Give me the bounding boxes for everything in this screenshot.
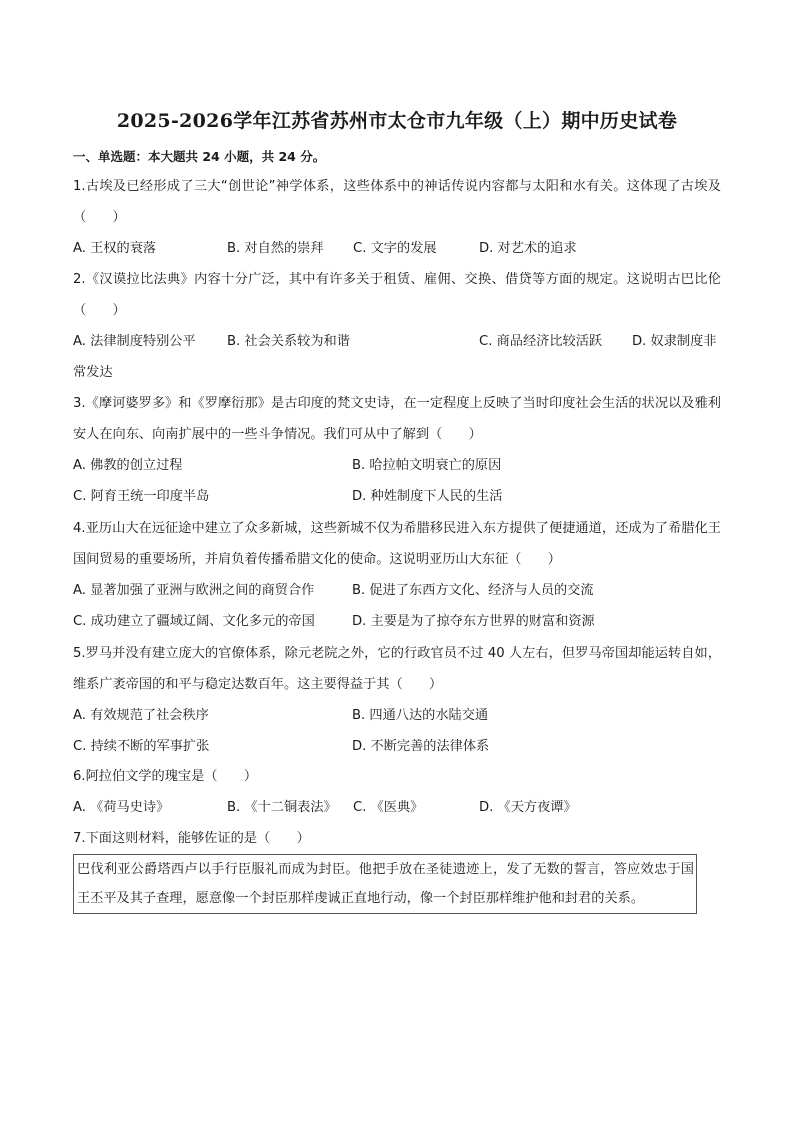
option-b[interactable]: B. 对自然的崇拜	[227, 241, 324, 256]
question-7	[73, 823, 721, 854]
option-a[interactable]: A. 显著加强了亚洲与欧洲之间的商贸合作	[73, 583, 315, 598]
option-b[interactable]: B. 四通八达的水陆交通	[352, 708, 489, 723]
option-c[interactable]: C. 《医典》	[353, 800, 424, 815]
option-d-continuation: 常发达	[73, 365, 113, 380]
option-c[interactable]: C. 持续不断的军事扩张	[73, 739, 210, 754]
question-stem: 6.阿拉伯文学的瑰宝是（ ）	[73, 769, 258, 784]
question-stem: 7.下面这则材料，能够佐证的是（ ）	[73, 831, 310, 846]
option-d[interactable]: D. 对艺术的追求	[479, 241, 577, 256]
option-d[interactable]: D. 《天方夜谭》	[479, 800, 577, 815]
option-d[interactable]: D. 主要是为了掠夺东方世界的财富和资源	[352, 614, 595, 629]
question-stem: 2.《汉谟拉比法典》内容十分广泛，其中有许多关于租赁、雇佣、交换、借贷等方面的规定。这说明古巴比伦（ ）	[73, 272, 721, 318]
section-heading: 一、单选题：本大题共 24 小题，共 24 分。	[73, 149, 326, 164]
option-d[interactable]: D. 种姓制度下人民的生活	[352, 489, 503, 504]
options-row	[73, 450, 721, 481]
options-row	[73, 481, 721, 512]
source-material-box: 巴伐利亚公爵塔西卢以手行臣服礼而成为封臣。他把手放在圣徒遗迹上，发了无数的誓言，答应效忠于国王丕平及其子查理，愿意像一个封臣那样虔诚正直地行动，像一个封臣那样维护他和封君的关系。	[73, 854, 697, 914]
options-row	[73, 606, 721, 637]
option-d[interactable]: D. 不断完善的法律体系	[352, 739, 490, 754]
question-2	[73, 264, 721, 388]
option-c[interactable]: C. 文字的发展	[353, 241, 437, 256]
option-d[interactable]: D. 奴隶制度非	[632, 334, 717, 349]
question-6	[73, 761, 721, 823]
options-row	[73, 326, 721, 357]
question-stem: 3.《摩诃婆罗多》和《罗摩衍那》是古印度的梵文史诗，在一定程度上反映了当时印度社会生活的状况以及雅利安人在向东、向南扩展中的一些斗争情况。我们可从中了解到（ ）	[73, 396, 721, 442]
option-a[interactable]: A. 王权的衰落	[73, 241, 157, 256]
option-b[interactable]: B. 哈拉帕文明衰亡的原因	[352, 458, 502, 473]
options-row	[73, 233, 721, 264]
option-b[interactable]: B. 《十二铜表法》	[227, 800, 337, 815]
option-a[interactable]: A. 《荷马史诗》	[73, 800, 170, 815]
options-row	[73, 792, 721, 823]
question-stem: 1.古埃及已经形成了三大“创世论”神学体系，这些体系中的神话传说内容都与太阳和水有关。这体现了古埃及（ ）	[73, 179, 721, 225]
option-a[interactable]: A. 有效规范了社会秩序	[73, 708, 209, 723]
exam-title: 2025-2026学年江苏省苏州市太仓市九年级（上）期中历史试卷	[116, 110, 678, 132]
question-5	[73, 638, 721, 762]
option-c[interactable]: C. 商品经济比较活跃	[479, 334, 603, 349]
option-b[interactable]: B. 促进了东西方文化、经济与人员的交流	[352, 583, 594, 598]
options-row	[73, 700, 721, 731]
option-a[interactable]: A. 佛教的创立过程	[73, 458, 183, 473]
option-a[interactable]: A. 法律制度特别公平	[73, 334, 196, 349]
option-b[interactable]: B. 社会关系较为和谐	[227, 334, 350, 349]
option-c[interactable]: C. 成功建立了疆域辽阔、文化多元的帝国	[73, 614, 315, 629]
question-1	[73, 171, 721, 264]
question-stem: 5.罗马并没有建立庞大的官僚体系，除元老院之外，它的行政官员不过 40 人左右，但罗马帝国却能运转自如，维系广袤帝国的和平与稳定达数百年。这主要得益于其（ ）	[73, 646, 721, 692]
question-4	[73, 513, 721, 637]
options-row	[73, 575, 721, 606]
options-row	[73, 731, 721, 762]
question-stem: 4.亚历山大在远征途中建立了众多新城，这些新城不仅为希腊移民进入东方提供了便捷通道，还成为了希腊化王国间贸易的重要场所，并肩负着传播希腊文化的使命。这说明亚历山大东征（ ）	[73, 521, 721, 567]
option-c[interactable]: C. 阿育王统一印度半岛	[73, 489, 210, 504]
question-3	[73, 388, 721, 512]
